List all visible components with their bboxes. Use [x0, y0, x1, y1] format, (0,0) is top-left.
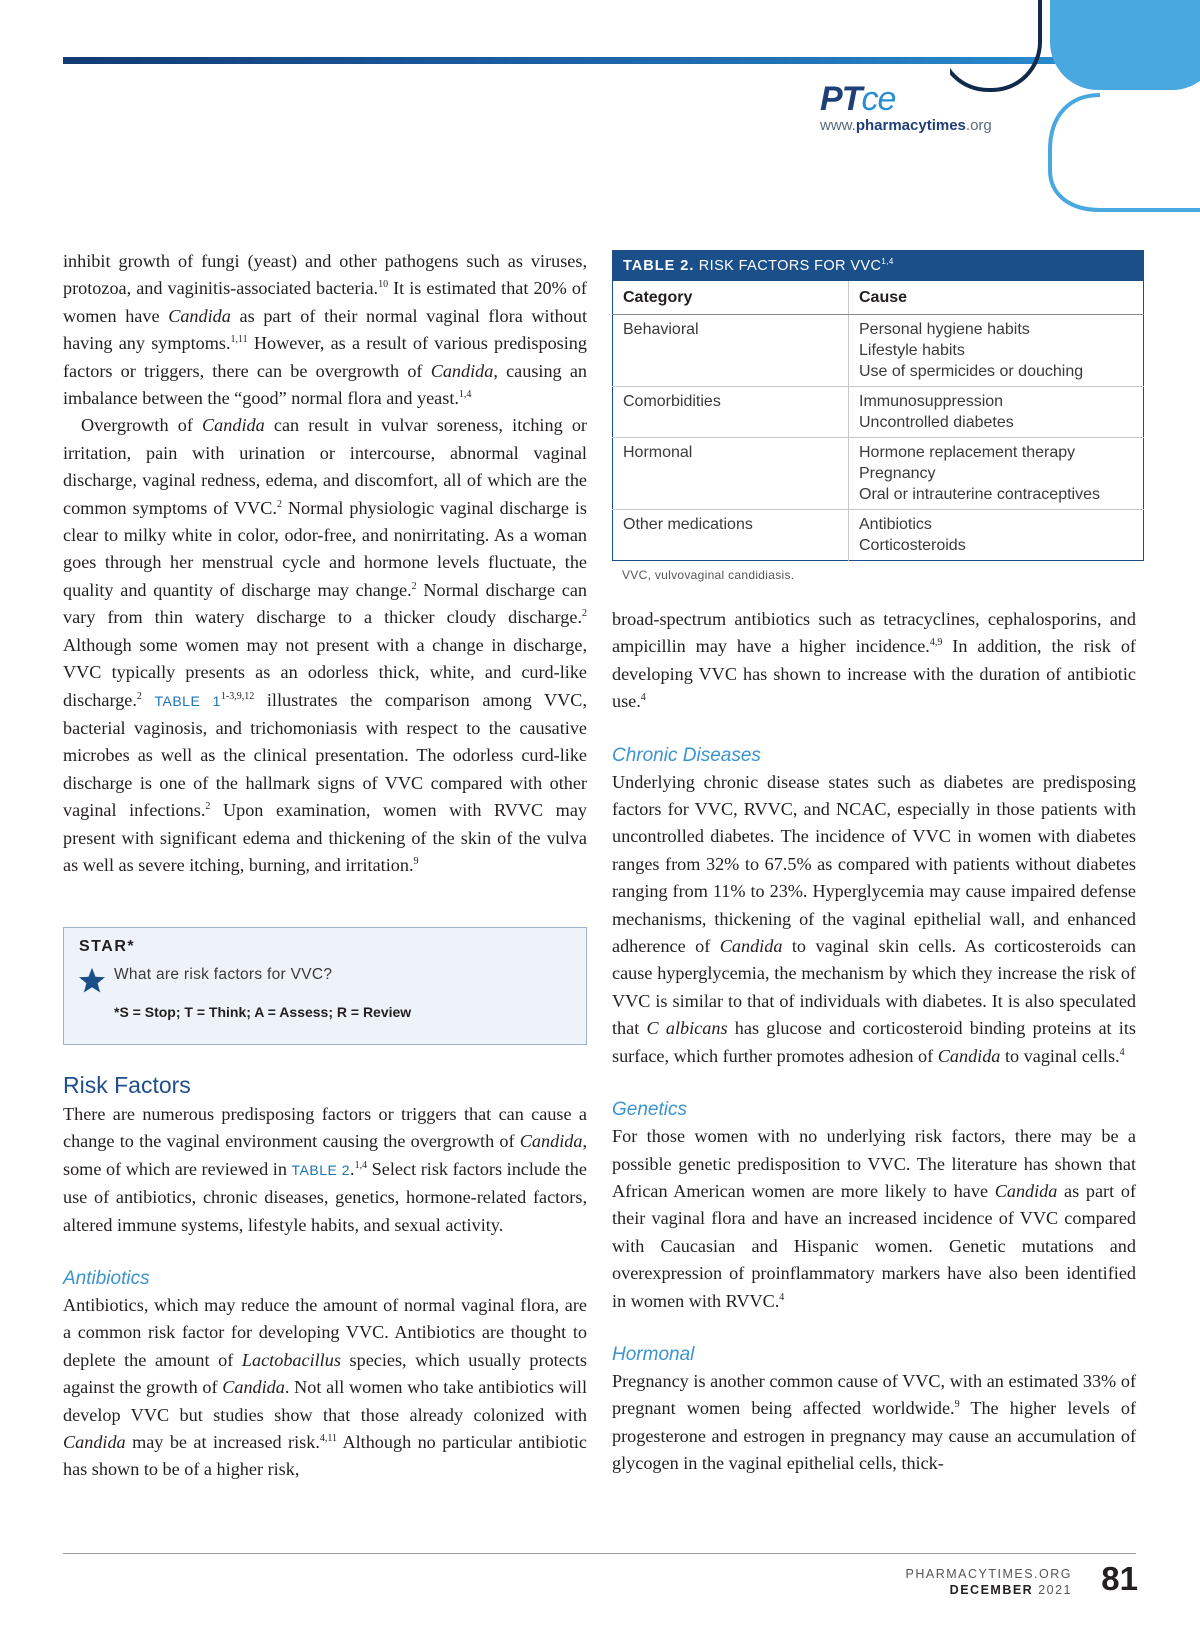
- paragraph: Underlying chronic disease states such as diabetes are predisposing factors for VVC, RVVC, and NCAC, especially in those patients with uncontrolled diabetes. The incidence of VVC in women with diabetes ranges from 32% to 67.5% as compared with patients without diabetes ranging from 11% to 23%. Hyperglycemia may cause impaired defense mechanisms, thickening of the vaginal epithelial wall, and enhanced adherence of Candida to vaginal skin cells. As corticosteroids can cause hyperglycemia, the mechanism by which they increase the risk of VVC is similar to that of individuals with diabetes. It is also speculated that C albicans has glucose and corticosteroid binding proteins at its surface, which further promotes adhesion of Candida to vaginal cells.$^4$: [612, 771, 1136, 1066]
- star-question: What are risk factors for VVC?: [114, 966, 333, 983]
- star-icon: [77, 966, 107, 996]
- footer-year: 2021: [1033, 1583, 1072, 1597]
- table-row: Other medications Antibiotics Corticosteroids: [613, 510, 1144, 561]
- star-title: STAR*: [79, 938, 136, 955]
- paragraph: Overgrowth of Candida can result in vulvar soreness, itching or irritation, pain with urination or intercourse, abnormal vaginal discharge, vaginal redness, edema, and discomfort, all of which are the common symptoms of VVC.$^2$ Normal physiologic vaginal discharge is clear to milky white in color, odor-free, and nonirritating. As a woman goes through her menstrual cycle and hormone levels fluctuate, the quality and quantity of discharge may change.$^2$ Normal discharge can vary from thin watery discharge to a thicker cloudy discharge.$^2$ Although some women may not present with a change in discharge, VVC typically presents as an odorless thick, white, and curd-like discharge.$^2$ TABLE 1$^{1-3,9,12}$ illustrates the comparison among VVC, bacterial vaginosis, and trichomoniasis with respect to the causative microbes as well as the clinical presentation. The odorless curd-like discharge is one of the hallmark signs of VVC compared with other vaginal infections.$^2$ Upon examination, women with RVVC may present with significant edema and thickening of the skin of the vulva as well as severe itching, burning, and irritation.$^9$: [63, 415, 588, 875]
- table-2: [612, 250, 1144, 582]
- risk-factors-table: [612, 250, 1144, 561]
- subheading-hormonal: Hormonal: [612, 1343, 695, 1365]
- subheading-chronic-diseases: Chronic Diseases: [612, 744, 761, 766]
- table-footnote: VVC, vulvovaginal candidiasis.: [622, 568, 795, 582]
- star-box: [63, 927, 587, 1045]
- paragraph: Pregnancy is another common cause of VVC, with an estimated 33% of pregnant women being affected worldwide.$^9$ The higher levels of progesterone and estrogen in pregnancy may cause an accumulation of glycogen in the vaginal epithelial cells, thick-: [612, 1370, 1136, 1474]
- column-header-category: Category: [613, 281, 849, 315]
- right-column: [612, 606, 1136, 1478]
- column-header-cause: Cause: [849, 281, 1144, 315]
- site-url: www.pharmacytimes.org: [820, 117, 992, 134]
- table-row: Behavioral Personal hygiene habits Lifestyle habits Use of spermicides or douching: [613, 315, 1144, 387]
- table1-link[interactable]: TABLE 1: [154, 692, 221, 709]
- paragraph: broad-spectrum antibiotics such as tetracyclines, cephalosporins, and ampicillin may have a higher incidence.$^{4,9}$ In addition, the risk of developing VVC has shown to increase with the duration of antibiotic use.$^4$: [612, 609, 1136, 712]
- table2-link[interactable]: TABLE 2: [291, 1161, 351, 1178]
- ptce-logo: PTce www.pharmacytimes.org: [820, 80, 1030, 134]
- left-column: [63, 248, 587, 879]
- left-column-lower: [63, 1071, 587, 1484]
- paragraph: inhibit growth of fungi (yeast) and other pathogens such as viruses, protozoa, and vaginitis-associated bacteria.$^{10}$ It is estimated that 20% of women have Candida as part of their normal vaginal flora without having any symptoms.$^{1,11}$ However, as a result of various predisposing factors or triggers, there can be overgrowth of Candida, causing an imbalance between the “good” normal flora and yeast.$^{1,4}$: [63, 251, 587, 409]
- page-number: 81: [1101, 1560, 1138, 1597]
- footer-month: DECEMBER: [949, 1583, 1034, 1597]
- footer-masthead: [906, 1566, 1073, 1598]
- paragraph: Antibiotics, which may reduce the amount of normal vaginal flora, are a common risk factor for developing VVC. Antibiotics are thought to deplete the amount of Lactobacillus species, which usually protects against the growth of Candida. Not all women who take antibiotics will develop VVC but studies show that those already colonized with Candida may be at increased risk.$^{4,11}$ Although no particular antibiotic has shown to be of a higher risk,: [63, 1295, 587, 1480]
- paragraph: There are numerous predisposing factors or triggers that can cause a change to the vaginal environment causing the overgrowth of Candida, some of which are reviewed in TABLE 2.$^{1,4}$ Select risk factors include the use of antibiotics, chronic diseases, genetics, hormone-related factors, altered immune systems, lifestyle habits, and sexual activity.: [63, 1104, 587, 1235]
- paragraph: For those women with no underlying risk factors, there may be a possible genetic predisposition to VVC. The literature has shown that African American women are more likely to have Candida as part of their vaginal flora and have an increased incidence of VVC compared with Caucasian and Hispanic women. Genetic mutations and overexpression of proinflammatory markers have also been identified in women with RVVC.$^4$: [612, 1126, 1137, 1311]
- footer-rule: [63, 1553, 1136, 1554]
- table-caption: TABLE 2. RISK FACTORS FOR VVC$^{1,4}$: [613, 251, 1144, 282]
- footer-site: PHARMACYTIMES.ORG: [905, 1567, 1072, 1581]
- subheading-antibiotics: Antibiotics: [63, 1268, 150, 1290]
- star-definition: *S = Stop; T = Think; A = Assess; R = Review: [114, 1004, 412, 1020]
- table-row: Comorbidities Immunosuppression Uncontrolled diabetes: [613, 387, 1144, 438]
- table-row: Hormonal Hormone replacement therapy Pregnancy Oral or intrauterine contraceptives: [613, 438, 1144, 510]
- subheading-genetics: Genetics: [612, 1099, 687, 1121]
- section-heading-risk-factors: Risk Factors: [63, 1072, 191, 1098]
